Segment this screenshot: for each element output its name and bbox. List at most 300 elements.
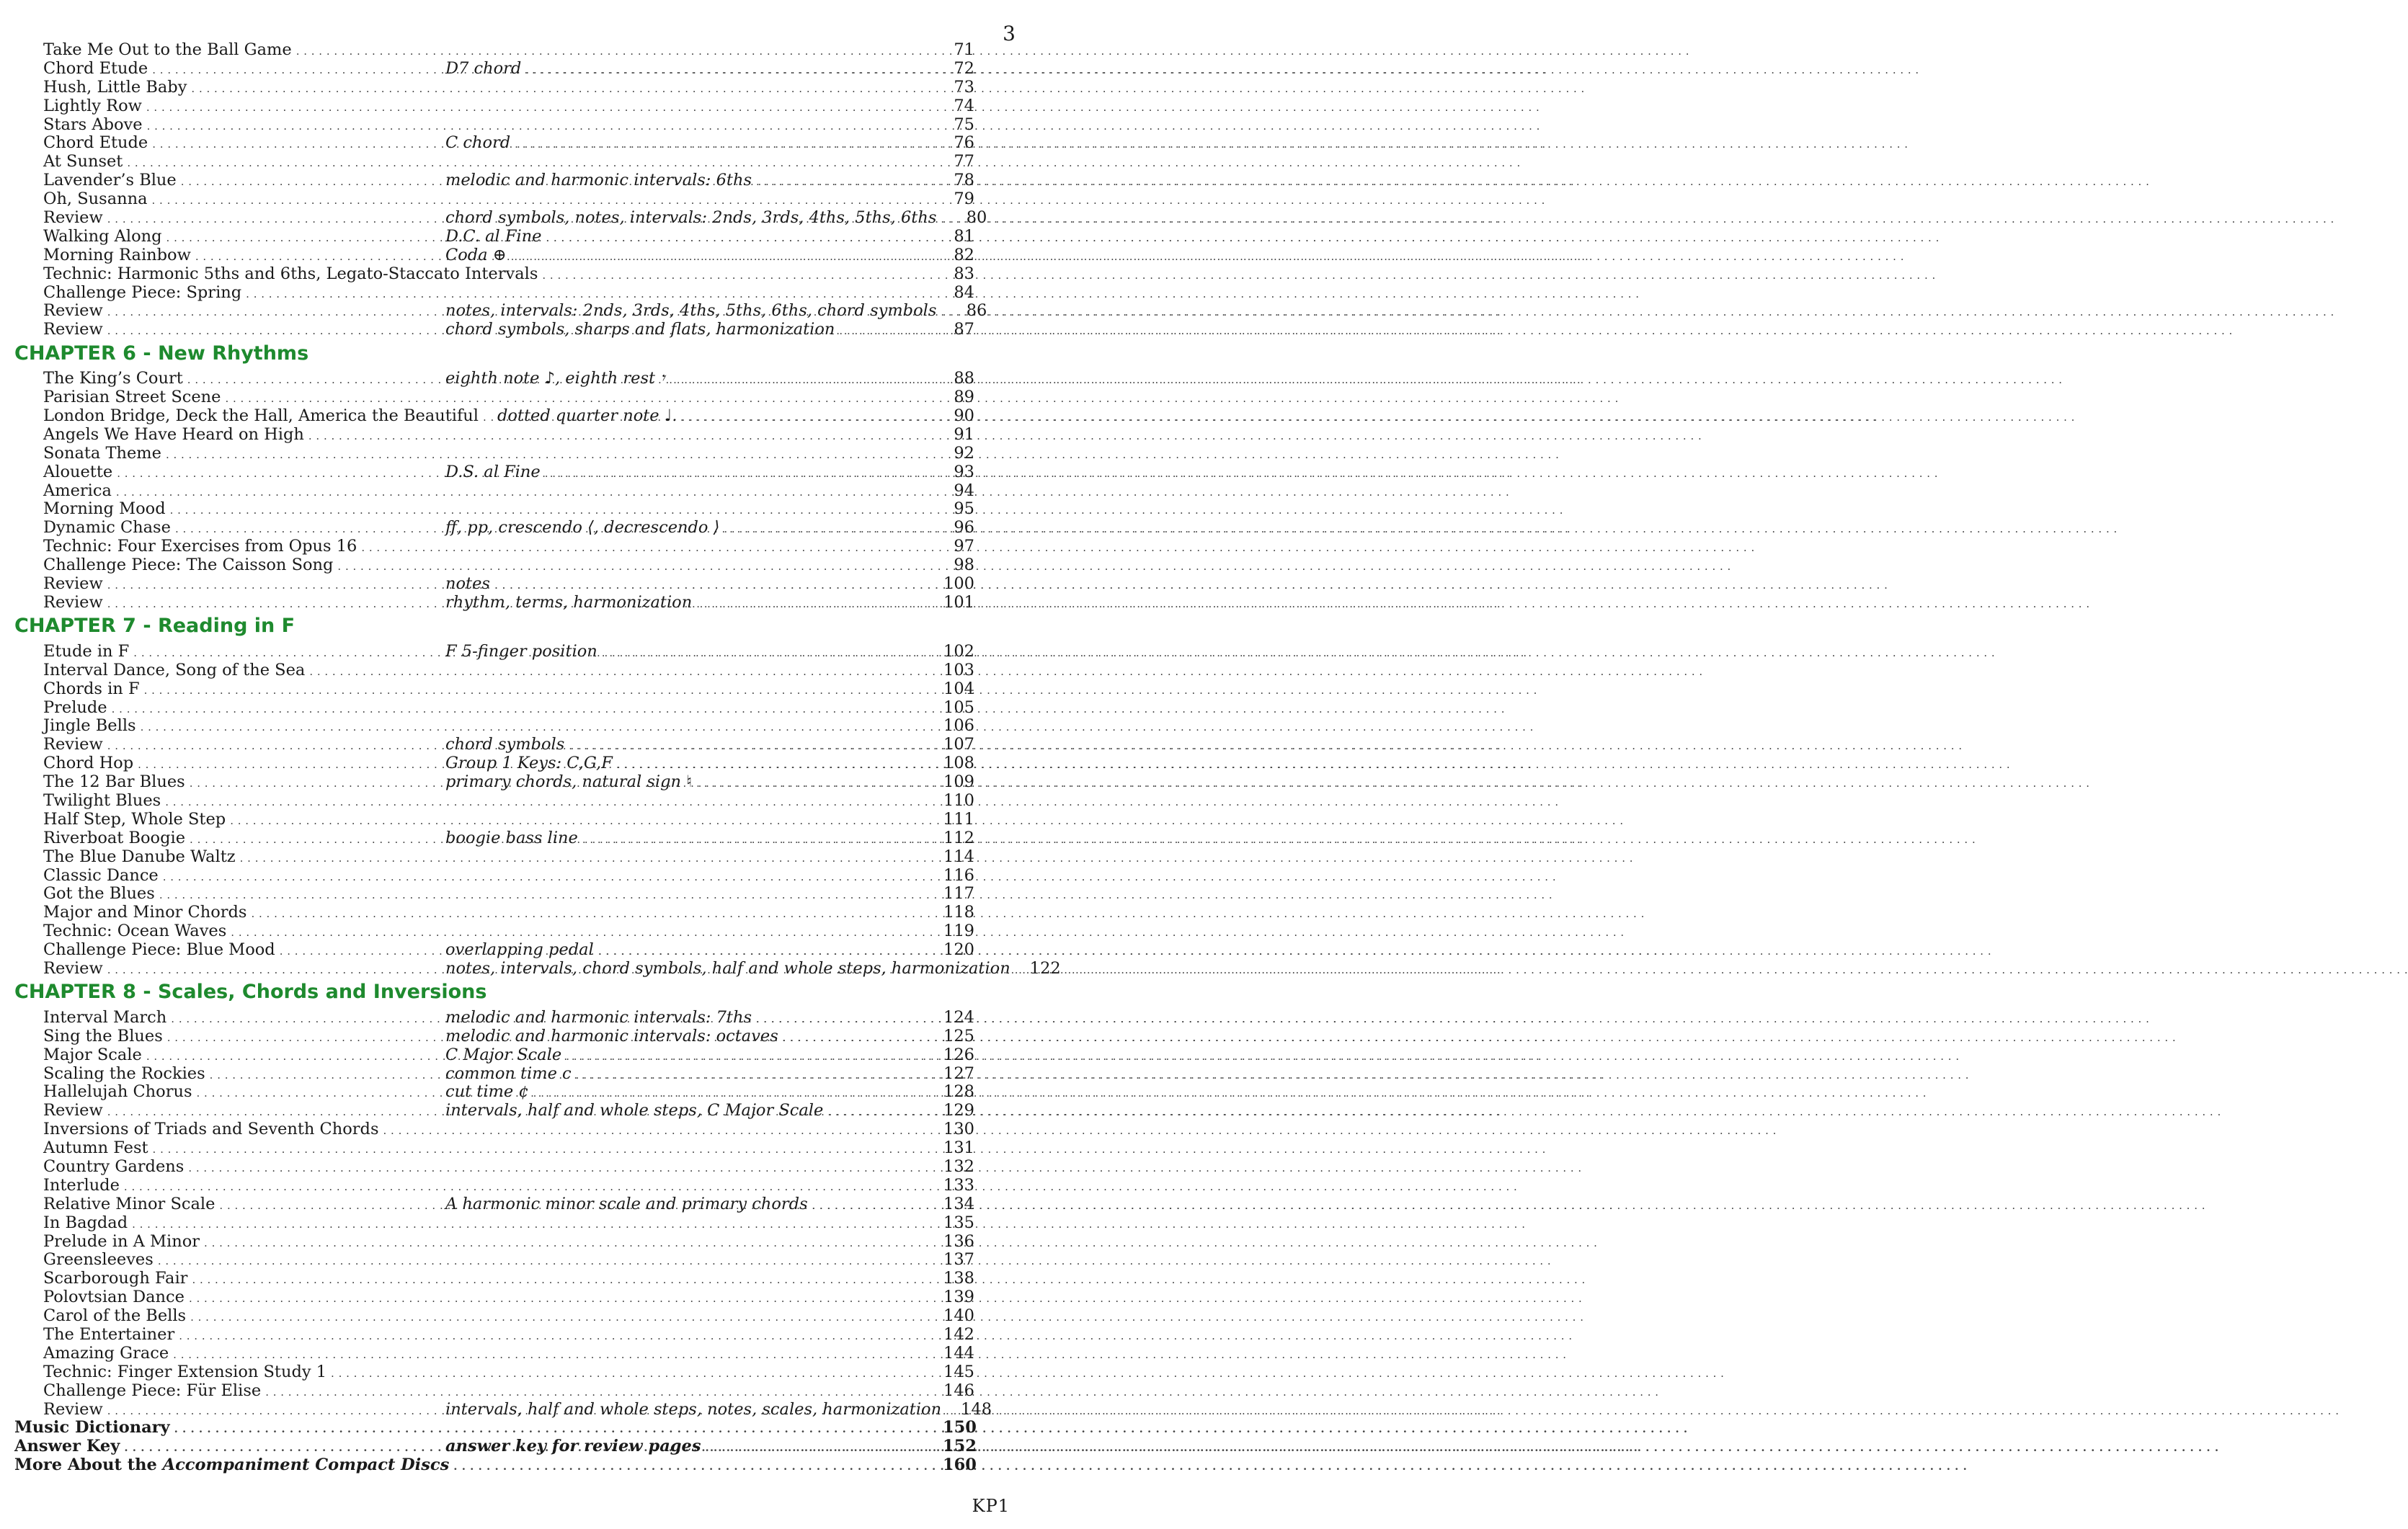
- toc-entry[interactable]: [14, 301, 987, 321]
- dot-leader: [308, 426, 938, 446]
- dot-leader: [153, 1139, 938, 1159]
- dot-leader: [296, 41, 938, 61]
- entry-title: Greensleeves: [43, 1250, 154, 1270]
- entry-page-number: 138: [943, 1269, 974, 1288]
- entry-title: Classic Dance: [43, 865, 159, 885]
- entry-description: boogie bass line: [445, 828, 578, 847]
- entry-page-number: 97: [954, 537, 974, 556]
- toc-entry[interactable]: [14, 754, 974, 773]
- dot-leader: [167, 1027, 441, 1048]
- entry-page-number: 120: [943, 940, 974, 960]
- entry-title: Review: [43, 208, 103, 228]
- dot-leader: [756, 171, 938, 192]
- entry-title: Interlude: [43, 1175, 120, 1195]
- dot-leader: [191, 79, 938, 99]
- dot-leader: [682, 407, 938, 427]
- entry-page-number: 84: [954, 282, 974, 302]
- entry-page-number: 103: [943, 660, 974, 679]
- dot-leader: [124, 1177, 938, 1197]
- entry-description: rhythm, terms, harmonization: [445, 592, 693, 612]
- dot-leader: [171, 1009, 441, 1029]
- entry-page-number: 108: [943, 754, 974, 773]
- entry-page-number: 81: [954, 226, 974, 246]
- toc-entry[interactable]: [14, 680, 974, 699]
- toc-entry[interactable]: [14, 370, 974, 388]
- entry-title: America: [43, 481, 112, 500]
- dot-leader: [839, 321, 938, 341]
- toc-entry[interactable]: [14, 265, 974, 284]
- dot-leader: [192, 1270, 938, 1290]
- entry-description: D.S. al Fine: [445, 462, 541, 481]
- entry-page-number: 127: [943, 1064, 974, 1083]
- entry-description: melodic and harmonic intervals: 7ths: [445, 1007, 752, 1027]
- toc-entry[interactable]: [14, 153, 974, 171]
- toc-entry[interactable]: [14, 116, 974, 135]
- entry-page-number: 111: [943, 809, 974, 829]
- entry-title: Carol of the Bells: [43, 1306, 187, 1326]
- entry-title-text: More About the: [14, 1456, 163, 1475]
- entry-description: F 5-finger position: [445, 641, 597, 661]
- dot-leader: [337, 556, 938, 576]
- dot-leader: [204, 1233, 938, 1253]
- dot-leader: [146, 1046, 441, 1066]
- dot-leader: [453, 1456, 938, 1476]
- entry-page-number: 114: [943, 847, 974, 866]
- entry-page-number: 110: [943, 790, 974, 810]
- dot-leader: [152, 60, 441, 80]
- entry-page-number: 105: [943, 697, 974, 717]
- dot-leader: [107, 960, 441, 980]
- entry-title: Chords in F: [43, 679, 140, 698]
- entry-description: intervals, half and whole steps, C Major Scale: [445, 1101, 824, 1120]
- entry-page-number: 135: [943, 1213, 974, 1232]
- entry-page-number: 148: [961, 1399, 992, 1419]
- entry-title: Polovtsian Dance: [43, 1288, 185, 1307]
- entry-page-number: 74: [954, 96, 974, 115]
- toc-entry[interactable]: [14, 1288, 974, 1307]
- entry-title: Interval March: [43, 1007, 167, 1027]
- toc-entry[interactable]: [14, 1120, 974, 1139]
- entry-page-number: 72: [954, 58, 974, 78]
- entry-description: cut time ¢: [445, 1082, 529, 1102]
- entry-description: notes: [445, 574, 490, 594]
- dot-leader: [827, 1102, 938, 1122]
- entry-title: Twilight Blues: [43, 790, 161, 810]
- entry-title: Morning Mood: [43, 499, 166, 519]
- toc-entry[interactable]: [14, 426, 974, 445]
- dot-leader: [280, 941, 441, 961]
- toc-entry[interactable]: [14, 1214, 974, 1233]
- dot-leader: [166, 228, 441, 248]
- entry-title: Review: [43, 958, 103, 978]
- entry-title: Dynamic Chase: [43, 518, 171, 538]
- toc-entry[interactable]: [14, 773, 974, 792]
- entry-page-number: 92: [954, 443, 974, 463]
- toc-entry[interactable]: [14, 228, 974, 246]
- toc-entry[interactable]: [14, 1046, 974, 1065]
- toc-entry[interactable]: [14, 519, 974, 538]
- dot-leader: [107, 594, 441, 614]
- entry-title: Technic: Harmonic 5ths and 6ths, Legato-Staccato Intervals: [43, 264, 538, 283]
- entry-page-number: 131: [943, 1138, 974, 1158]
- entry-page-number: 104: [943, 679, 974, 698]
- entry-page-number: 83: [954, 264, 974, 283]
- entry-page-number: 73: [954, 77, 974, 97]
- entry-page-number: 117: [943, 884, 974, 904]
- dot-leader: [158, 1251, 938, 1271]
- toc-entry[interactable]: [14, 134, 974, 153]
- toc-entry[interactable]: [14, 1437, 977, 1456]
- dot-leader: [147, 116, 938, 136]
- toc-entry[interactable]: [14, 1326, 974, 1345]
- entry-page-number: 130: [943, 1120, 974, 1139]
- entry-title: At Sunset: [43, 152, 123, 171]
- entry-title: The Blue Danube Waltz: [43, 847, 236, 866]
- dot-leader: [197, 1083, 441, 1103]
- entry-title: Challenge Piece: The Caisson Song: [43, 556, 334, 575]
- dot-leader: [107, 1102, 441, 1122]
- toc-entry[interactable]: [14, 171, 974, 190]
- entry-title: Parisian Street Scene: [43, 388, 221, 407]
- toc-entry[interactable]: [14, 208, 987, 228]
- dot-leader: [132, 1214, 938, 1234]
- entry-title: Major and Minor Chords: [43, 903, 247, 922]
- entry-page-number: 87: [954, 320, 974, 339]
- toc-entry[interactable]: [14, 717, 974, 736]
- toc-entry[interactable]: [14, 1270, 974, 1288]
- dot-leader: [525, 60, 938, 80]
- entry-title: Technic: Four Exercises from Opus 16: [43, 537, 357, 556]
- toc-entry[interactable]: [14, 1083, 974, 1102]
- dot-leader: [174, 1419, 938, 1439]
- entry-description: melodic and harmonic intervals: octaves: [445, 1026, 778, 1046]
- dot-leader: [107, 209, 441, 229]
- entry-title: Jingle Bells: [43, 716, 136, 736]
- dot-leader: [152, 134, 441, 154]
- entry-page-number: 150: [943, 1418, 977, 1437]
- entry-title: Technic: Finger Extension Study 1: [43, 1362, 327, 1381]
- dot-leader: [187, 370, 441, 390]
- dot-leader: [107, 321, 441, 341]
- toc-entry[interactable]: [14, 594, 974, 612]
- entry-title: Review: [43, 735, 103, 754]
- entry-title: Oh, Susanna: [43, 190, 148, 209]
- toc-entry[interactable]: [14, 500, 974, 519]
- entry-title: The King’s Court: [43, 369, 183, 388]
- entry-title-italic: Accompaniment Compact Discs: [162, 1456, 450, 1475]
- entry-description: chord symbols, sharps and flats, harmonization: [445, 320, 835, 339]
- toc-entry[interactable]: [14, 97, 974, 116]
- entry-description: Group 1 Keys: C,G,F: [445, 754, 613, 773]
- entry-page-number: 91: [954, 424, 974, 444]
- toc-entry[interactable]: [14, 736, 974, 754]
- toc-entry[interactable]: [14, 829, 974, 848]
- entry-page-number: 101: [943, 592, 974, 612]
- toc-entry[interactable]: [14, 848, 974, 867]
- dot-leader: [331, 1363, 938, 1383]
- entry-page-number: 137: [943, 1250, 974, 1270]
- toc-entry[interactable]: [14, 388, 974, 407]
- entry-title: Review: [43, 1399, 103, 1419]
- dot-leader: [165, 792, 938, 812]
- dot-leader: [483, 407, 493, 427]
- toc-entry[interactable]: [14, 445, 974, 463]
- entry-page-number: 93: [954, 462, 974, 481]
- dot-leader: [941, 209, 951, 229]
- entry-title: Walking Along: [43, 226, 162, 246]
- toc-entry[interactable]: [14, 463, 974, 482]
- toc-entry[interactable]: [14, 1307, 974, 1326]
- entry-page-number: 112: [943, 828, 974, 847]
- dot-leader: [127, 153, 938, 173]
- toc-entry[interactable]: [14, 1345, 974, 1363]
- dot-leader: [107, 302, 441, 322]
- toc-entry[interactable]: [14, 321, 974, 339]
- entry-page-number: 102: [943, 641, 974, 661]
- entry-description: D.C. al Fine: [445, 226, 542, 246]
- toc-entry[interactable]: [14, 482, 974, 501]
- dot-leader: [946, 1401, 956, 1421]
- entry-title: Inversions of Triads and Seventh Chords: [43, 1120, 379, 1139]
- entry-title: Challenge Piece: Für Elise: [43, 1381, 262, 1400]
- table-of-contents: [14, 40, 1061, 1475]
- dot-leader: [173, 1345, 938, 1365]
- dot-leader: [494, 575, 938, 595]
- entry-title: Etude in F: [43, 641, 130, 661]
- toc-entry[interactable]: [14, 246, 974, 265]
- entry-page-number: 76: [954, 133, 974, 153]
- dot-leader: [545, 463, 938, 483]
- entry-page-number: 129: [943, 1101, 974, 1120]
- entry-title: Chord Hop: [43, 754, 134, 773]
- entry-page-number: 142: [943, 1325, 974, 1344]
- dot-leader: [309, 661, 938, 682]
- toc-entry[interactable]: [14, 699, 974, 718]
- toc-entry[interactable]: [14, 885, 974, 904]
- entry-page-number: 79: [954, 190, 974, 209]
- entry-description: A harmonic minor scale and primary chords: [445, 1194, 808, 1213]
- entry-description: D7 chord: [445, 58, 522, 78]
- toc-entry[interactable]: [14, 922, 974, 941]
- toc-entry[interactable]: [14, 538, 974, 556]
- dot-leader: [724, 519, 938, 539]
- entry-title: Amazing Grace: [43, 1343, 169, 1363]
- entry-title: Stars Above: [43, 115, 143, 134]
- dot-leader: [138, 754, 441, 775]
- toc-entry[interactable]: [14, 904, 974, 922]
- entry-page-number: 119: [943, 922, 974, 941]
- toc-entry[interactable]: [14, 643, 974, 661]
- toc-entry[interactable]: [14, 407, 974, 426]
- toc-entry[interactable]: [14, 792, 974, 811]
- toc-entry[interactable]: [14, 958, 1061, 979]
- entry-page-number: 88: [954, 369, 974, 388]
- entry-title: Angels We Have Heard on High: [43, 424, 304, 444]
- toc-entry[interactable]: [14, 556, 974, 575]
- dot-leader: [511, 246, 938, 267]
- entry-title: Lavender’s Blue: [43, 171, 177, 190]
- dot-leader: [219, 1195, 441, 1216]
- entry-description: eighth note ♪, eighth rest 𝄾: [445, 369, 665, 388]
- entry-page-number: 90: [954, 406, 974, 426]
- dot-leader: [361, 538, 938, 558]
- toc-entry[interactable]: [14, 41, 974, 60]
- dot-leader: [225, 388, 938, 409]
- entry-page-number: 134: [943, 1194, 974, 1213]
- entry-title: Major Scale: [43, 1045, 142, 1064]
- dot-leader: [116, 482, 938, 502]
- entry-page-number: 96: [954, 518, 974, 538]
- entry-title: Half Step, Whole Step: [43, 809, 226, 829]
- entry-page-number: 140: [943, 1306, 974, 1326]
- entry-title: Scaling the Rockies: [43, 1064, 205, 1083]
- entry-page-number: 78: [954, 171, 974, 190]
- entry-title: [14, 1456, 449, 1475]
- entry-description: overlapping pedal: [445, 940, 594, 960]
- entry-description: dotted quarter note ♩.: [497, 406, 677, 426]
- toc-entry[interactable]: [14, 79, 974, 97]
- entry-description: C chord: [445, 133, 511, 153]
- entry-title: Review: [43, 574, 103, 594]
- entry-title: Scarborough Fair: [43, 1269, 188, 1288]
- entry-title: Challenge Piece: Spring: [43, 282, 242, 302]
- entry-title: Answer Key: [14, 1437, 120, 1456]
- entry-page-number: 146: [943, 1381, 974, 1400]
- toc-entry[interactable]: [14, 1418, 977, 1437]
- entry-title: Interval Dance, Song of the Sea: [43, 660, 306, 679]
- entry-page-number: 106: [943, 716, 974, 736]
- entry-page-number: 152: [943, 1437, 977, 1456]
- entry-description: common time c: [445, 1064, 572, 1083]
- toc-entry[interactable]: [14, 1102, 974, 1120]
- dot-leader: [566, 1046, 938, 1066]
- entry-title: Review: [43, 1101, 103, 1120]
- toc-entry[interactable]: [14, 867, 974, 886]
- toc-entry[interactable]: [14, 1233, 974, 1252]
- entry-description: answer key for review pages: [445, 1437, 701, 1456]
- entry-page-number: 160: [943, 1456, 977, 1475]
- entry-page-number: 136: [943, 1231, 974, 1251]
- entry-page-number: 145: [943, 1362, 974, 1381]
- entry-title: Got the Blues: [43, 884, 155, 904]
- toc-entry[interactable]: [14, 1177, 974, 1195]
- toc-entry[interactable]: [14, 1195, 974, 1214]
- dot-leader: [230, 811, 938, 831]
- entry-title: Sonata Theme: [43, 443, 161, 463]
- dot-leader: [190, 829, 441, 850]
- entry-page-number: 100: [943, 574, 974, 594]
- toc-entry[interactable]: [14, 60, 974, 79]
- toc-entry[interactable]: [14, 575, 974, 594]
- toc-entry[interactable]: [14, 284, 974, 303]
- entry-page-number: 122: [1029, 958, 1061, 978]
- entry-page-number: 77: [954, 152, 974, 171]
- toc-entry[interactable]: [14, 1456, 977, 1475]
- dot-leader: [515, 134, 938, 154]
- dot-leader: [569, 736, 938, 756]
- toc-entry[interactable]: [14, 190, 974, 209]
- toc-entry[interactable]: [14, 661, 974, 680]
- toc-section: [14, 40, 987, 339]
- toc-entry[interactable]: [14, 941, 974, 960]
- entry-page-number: 132: [943, 1156, 974, 1176]
- entry-title: Take Me Out to the Ball Game: [43, 40, 292, 59]
- dot-leader: [124, 1437, 441, 1458]
- toc-entry[interactable]: [14, 1027, 974, 1046]
- entry-title: The 12 Bar Blues: [43, 772, 185, 792]
- entry-title: Country Gardens: [43, 1156, 185, 1176]
- entry-page-number: 95: [954, 499, 974, 519]
- dot-leader: [582, 829, 938, 850]
- toc-entry[interactable]: [14, 1251, 974, 1270]
- dot-leader: [706, 1437, 939, 1458]
- dot-leader: [107, 575, 441, 595]
- dot-leader: [159, 885, 938, 905]
- entry-page-number: 133: [943, 1175, 974, 1195]
- toc-entry[interactable]: [14, 1363, 974, 1382]
- dot-leader: [576, 1065, 938, 1085]
- entry-title: The Entertainer: [43, 1325, 175, 1344]
- entry-description: ff, pp, crescendo ⟨, decrescendo ⟩: [445, 518, 720, 538]
- toc-entry[interactable]: [14, 811, 974, 829]
- dot-leader: [210, 1065, 441, 1085]
- entry-description: notes, intervals: 2nds, 3rds, 4ths, 5ths, 6ths, chord symbols: [445, 301, 937, 321]
- entry-description: C Major Scale: [445, 1045, 562, 1064]
- dot-leader: [696, 594, 938, 614]
- entry-page-number: 124: [943, 1007, 974, 1027]
- dot-leader: [107, 736, 441, 756]
- dot-leader: [189, 1288, 938, 1309]
- entry-page-number: 94: [954, 481, 974, 500]
- entry-description: chord symbols: [445, 735, 565, 754]
- toc-entry[interactable]: [14, 1158, 974, 1177]
- entry-title: In Bagdad: [43, 1213, 128, 1232]
- entry-description: intervals, half and whole steps, notes, scales, harmonization: [445, 1399, 942, 1419]
- entry-title: Review: [43, 301, 103, 321]
- entry-page-number: 139: [943, 1288, 974, 1307]
- chapter-heading: CHAPTER 8 - Scales, Chords and Inversions: [14, 981, 487, 1004]
- dot-leader: [141, 717, 938, 737]
- entry-description: notes, intervals, chord symbols, half and whole steps, harmonization: [445, 958, 1010, 978]
- dot-leader: [133, 643, 441, 663]
- dot-leader: [602, 643, 938, 663]
- dot-leader: [195, 246, 441, 267]
- entry-title: Sing the Blues: [43, 1026, 163, 1046]
- entry-title: London Bridge, Deck the Hall, America the Beautiful: [43, 406, 479, 426]
- dot-leader: [112, 699, 938, 719]
- toc-section: [14, 979, 992, 1419]
- entry-page-number: 128: [943, 1082, 974, 1102]
- entry-description: Coda ⊕: [445, 245, 507, 264]
- entry-title: Alouette: [43, 462, 113, 481]
- entry-title: Technic: Ocean Waves: [43, 922, 227, 941]
- toc-entry[interactable]: [14, 1065, 974, 1084]
- dot-leader: [533, 1083, 938, 1103]
- toc-entry[interactable]: [14, 1382, 974, 1401]
- dot-leader: [188, 1158, 938, 1178]
- toc-entry[interactable]: [14, 1009, 974, 1027]
- entry-page-number: 116: [943, 865, 974, 885]
- chapter-heading: CHAPTER 7 - Reading in F: [14, 615, 296, 638]
- footer-code: KP1: [972, 1496, 1010, 1516]
- dot-leader: [669, 370, 938, 390]
- entry-title: Review: [43, 320, 103, 339]
- dot-leader: [144, 680, 938, 700]
- toc-entry[interactable]: [14, 1139, 974, 1158]
- dot-leader: [152, 190, 938, 210]
- dot-leader: [696, 773, 938, 793]
- toc-entry[interactable]: [14, 1399, 992, 1419]
